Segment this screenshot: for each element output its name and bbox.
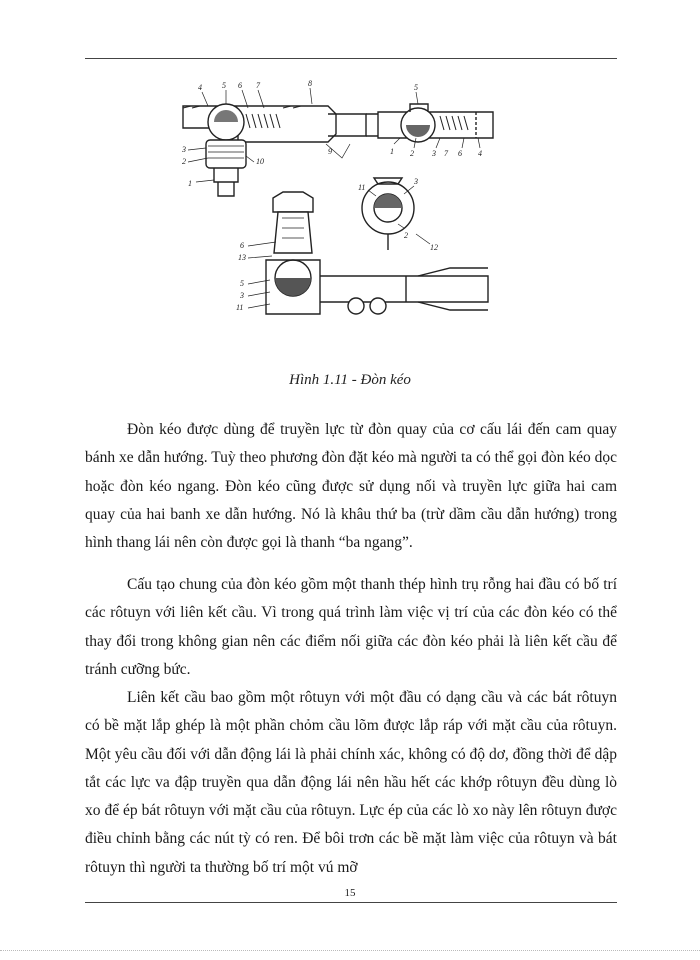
- svg-text:3: 3: [432, 149, 436, 158]
- footer-rule: [85, 902, 617, 903]
- tie-rod-drawing: [178, 78, 508, 348]
- svg-text:4: 4: [478, 149, 482, 158]
- svg-text:5: 5: [240, 279, 244, 288]
- paragraph: Liên kết cầu bao gồm một rôtuyn với một đầu có dạng cầu và các bát rôtuyn có bề mặt lắp ghép là một phần chỏm cầu lõm được lắp ráp với mặt cầu của rôtuyn. Một yêu cầu đối với dẫn động lái là phải chính xác, không có độ dơ, đồng thời để dập tắt các lực va đập truyền qua dẫn động lái nên hầu hết các khớp rôtuyn đều dùng lò xo để ép bát rôtuyn với mặt cầu của rôtuyn. Lực ép của các lò xo này lên rôtuyn được điều chỉnh bằng các nút tỳ có ren. Để bôi trơn các bề mặt làm việc của rôtuyn và bát rôtuyn thì người ta thường bố trí một vú mỡ: [85, 689, 617, 876]
- paragraph: Cấu tạo chung của đòn kéo gồm một thanh thép hình trụ rỗng hai đầu có bố trí các rôtuyn với liên kết cầu. Vì trong quá trình làm việc vị trí của các đòn kéo có thể thay đổi trong không gian nên các điểm nối giữa các đòn kéo phải là liên kết cầu để tránh cưỡng bức.: [85, 576, 617, 678]
- figure-caption: Hình 1.11 - Đòn kéo: [289, 372, 411, 388]
- svg-text:1: 1: [390, 147, 394, 156]
- svg-text:6: 6: [238, 81, 242, 90]
- svg-text:10: 10: [256, 157, 264, 166]
- page-number: 15: [344, 887, 356, 899]
- svg-text:3: 3: [414, 177, 418, 186]
- svg-text:6: 6: [240, 241, 244, 250]
- upper-right-joint: [366, 104, 493, 142]
- svg-text:1: 1: [188, 179, 192, 188]
- svg-text:11: 11: [358, 183, 366, 192]
- svg-text:2: 2: [410, 149, 414, 158]
- header-rule: [85, 58, 617, 59]
- page-edge-divider: [0, 950, 700, 951]
- svg-text:4: 4: [198, 83, 202, 92]
- upper-left-joint: [183, 104, 366, 196]
- svg-text:12: 12: [430, 243, 438, 252]
- svg-text:3: 3: [182, 145, 186, 154]
- svg-text:3: 3: [240, 291, 244, 300]
- svg-text:5: 5: [414, 83, 418, 92]
- svg-text:11: 11: [236, 303, 244, 312]
- svg-text:6: 6: [458, 149, 462, 158]
- svg-text:5: 5: [222, 81, 226, 90]
- svg-text:7: 7: [256, 81, 260, 90]
- paragraph: Đòn kéo được dùng để truyền lực từ đòn quay của cơ cấu lái đến cam quay bánh xe dẫn hướng. Tuỳ theo phương đòn đặt kéo mà người ta có thể gọi đòn kéo dọc hoặc đòn kéo ngang. Đòn kéo cũng được sử dụng nối và truyền lực giữa hai cam quay của hai banh xe dẫn hướng. Nó là khâu thứ ba (trừ dầm cầu dẫn hướng) trong hình thang lái nên còn được gọi là thanh “ba ngang”.: [85, 421, 617, 552]
- svg-text:8: 8: [308, 79, 312, 88]
- svg-text:13: 13: [238, 253, 246, 262]
- svg-text:7: 7: [444, 149, 448, 158]
- svg-text:2: 2: [404, 231, 408, 240]
- svg-text:2: 2: [182, 157, 186, 166]
- svg-text:9: 9: [328, 147, 332, 156]
